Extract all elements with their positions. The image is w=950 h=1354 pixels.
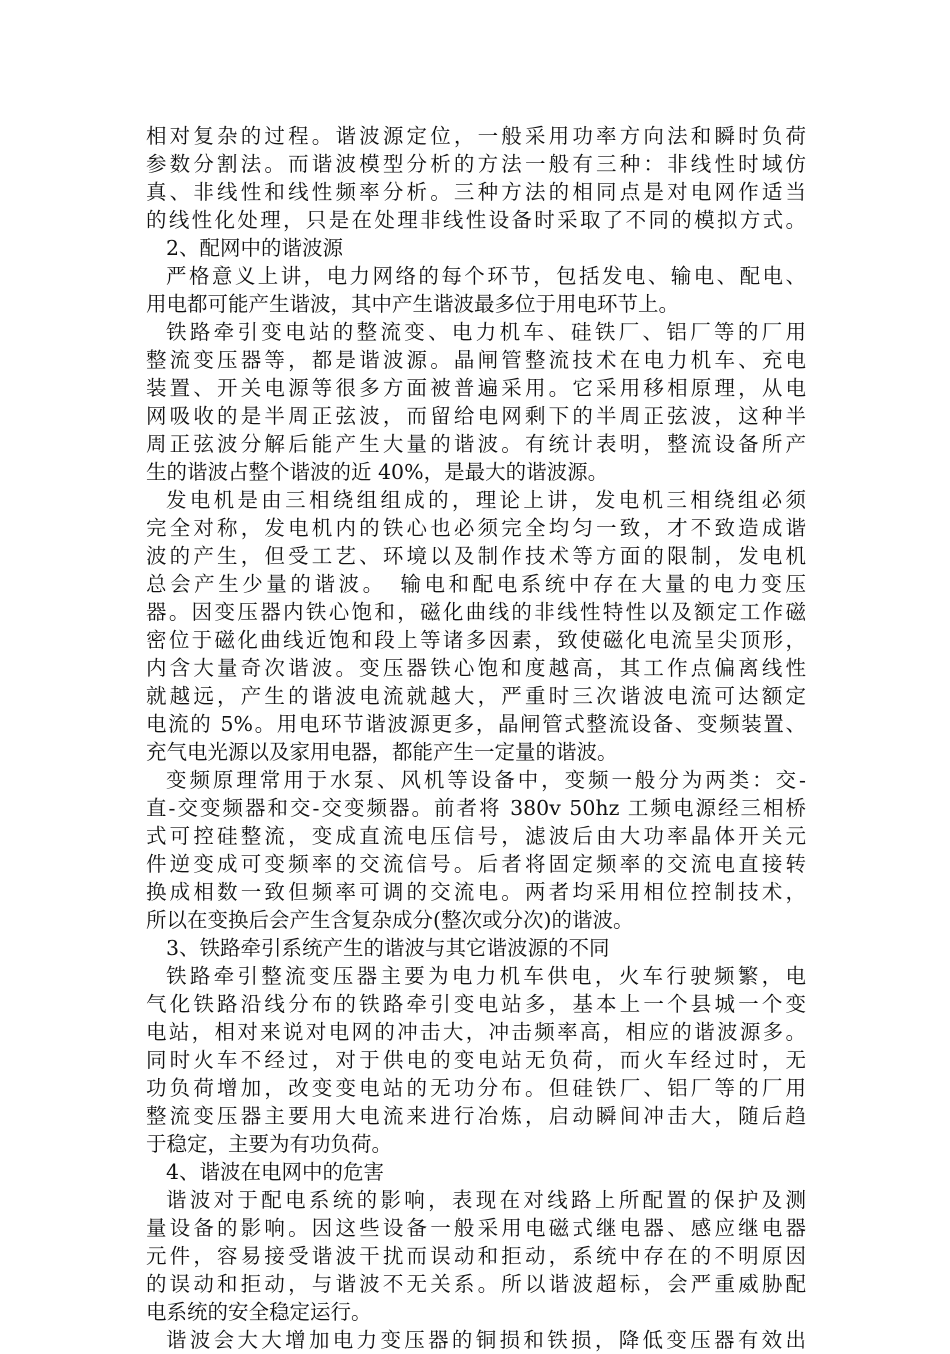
body-line: 直-交变频器和交-交变频器。前者将 380v 50hz 工频电源经三相桥 [146,796,806,820]
body-line: 装置、开关电源等很多方面被普遍采用。它采用移相原理，从电 [146,376,806,400]
body-line: 内含大量奇次谐波。变压器铁心饱和度越高，其工作点偏离线性 [146,656,806,680]
body-line: 完全对称，发电机内的铁心也必须完全均匀一致，才不致造成谐 [146,516,806,540]
body-line: 同时火车不经过，对于供电的变电站无负荷，而火车经过时，无 [146,1048,806,1072]
body-line: 功负荷增加，改变变电站的无功分布。但硅铁厂、铝厂等的厂用 [146,1076,806,1100]
body-line: 器。因变压器内铁心饱和，磁化曲线的非线性特性以及额定工作磁 [146,600,806,624]
body-line: 参数分割法。而谐波模型分析的方法一般有三种：非线性时域仿 [146,152,806,176]
body-line: 气化铁路沿线分布的铁路牵引变电站多，基本上一个县城一个变 [146,992,806,1016]
body-line: 所以在变换后会产生含复杂成分(整次或分次)的谐波。 [146,908,634,932]
body-line: 相对复杂的过程。谐波源定位，一般采用功率方向法和瞬时负荷 [146,124,806,148]
body-line: 发电机是由三相绕组组成的，理论上讲，发电机三相绕组必须 [166,488,806,512]
document-page [146,122,806,1354]
body-line: 的误动和拒动，与谐波不无关系。所以谐波超标，会严重威胁配 [146,1272,806,1296]
section-heading-4: 4、谐波在电网中的危害 [166,1160,385,1184]
body-line: 波的产生，但受工艺、环境以及制作技术等方面的限制，发电机 [146,544,806,568]
body-line: 于稳定，主要为有功负荷。 [146,1132,392,1156]
body-line: 用电都可能产生谐波，其中产生谐波最多位于用电环节上。 [146,292,679,316]
section-heading-2: 2、配网中的谐波源 [166,236,344,260]
body-line: 式可控硅整流，变成直流电压信号，滤波后由大功率晶体开关元 [146,824,806,848]
body-line: 就越远，产生的谐波电流就越大，严重时三次谐波电流可达额定 [146,684,806,708]
section-heading-3: 3、铁路牵引系统产生的谐波与其它谐波源的不同 [166,936,610,960]
body-line: 整流变压器等，都是谐波源。晶闸管整流技术在电力机车、充电 [146,348,806,372]
body-line: 换成相数一致但频率可调的交流电。两者均采用相位控制技术， [146,880,806,904]
body-line: 网吸收的是半周正弦波，而留给电网剩下的半周正弦波，这种半 [146,404,806,428]
body-line: 谐波会大大增加电力变压器的铜损和铁损，降低变压器有效出 [166,1328,806,1352]
body-line: 谐波对于配电系统的影响，表现在对线路上所配置的保护及测 [166,1188,806,1212]
body-line: 电站，相对来说对电网的冲击大，冲击频率高，相应的谐波源多。 [146,1020,806,1044]
body-line: 生的谐波占整个谐波的近 40%，是最大的谐波源。 [146,460,609,484]
body-line: 周正弦波分解后能产生大量的谐波。有统计表明，整流设备所产 [146,432,806,456]
body-line: 总会产生少量的谐波。 输电和配电系统中存在大量的电力变压 [146,572,806,596]
body-line: 的线性化处理，只是在处理非线性设备时采取了不同的模拟方式。 [146,208,806,232]
body-line: 整流变压器主要用大电流来进行冶炼，启动瞬间冲击大，随后趋 [146,1104,806,1128]
body-line: 电流的 5%。用电环节谐波源更多，晶闸管式整流设备、变频装置、 [146,712,806,736]
body-line: 充气电光源以及家用电器，都能产生一定量的谐波。 [146,740,618,764]
body-line: 变频原理常用于水泵、风机等设备中，变频一般分为两类：交- [166,768,806,792]
body-line: 严格意义上讲，电力网络的每个环节，包括发电、输电、配电、 [166,264,806,288]
body-line: 铁路牵引整流变压器主要为电力机车供电，火车行驶频繁，电 [166,964,806,988]
body-line: 元件，容易接受谐波干扰而误动和拒动，系统中存在的不明原因 [146,1244,806,1268]
body-line: 电系统的安全稳定运行。 [146,1300,372,1324]
body-line: 真、非线性和线性频率分析。三种方法的相同点是对电网作适当 [146,180,806,204]
body-line: 量设备的影响。因这些设备一般采用电磁式继电器、感应继电器 [146,1216,806,1240]
body-line: 铁路牵引变电站的整流变、电力机车、硅铁厂、铝厂等的厂用 [166,320,806,344]
body-line: 件逆变成可变频率的交流信号。后者将固定频率的交流电直接转 [146,852,806,876]
body-line: 密位于磁化曲线近饱和段上等诸多因素，致使磁化电流呈尖顶形， [146,628,806,652]
